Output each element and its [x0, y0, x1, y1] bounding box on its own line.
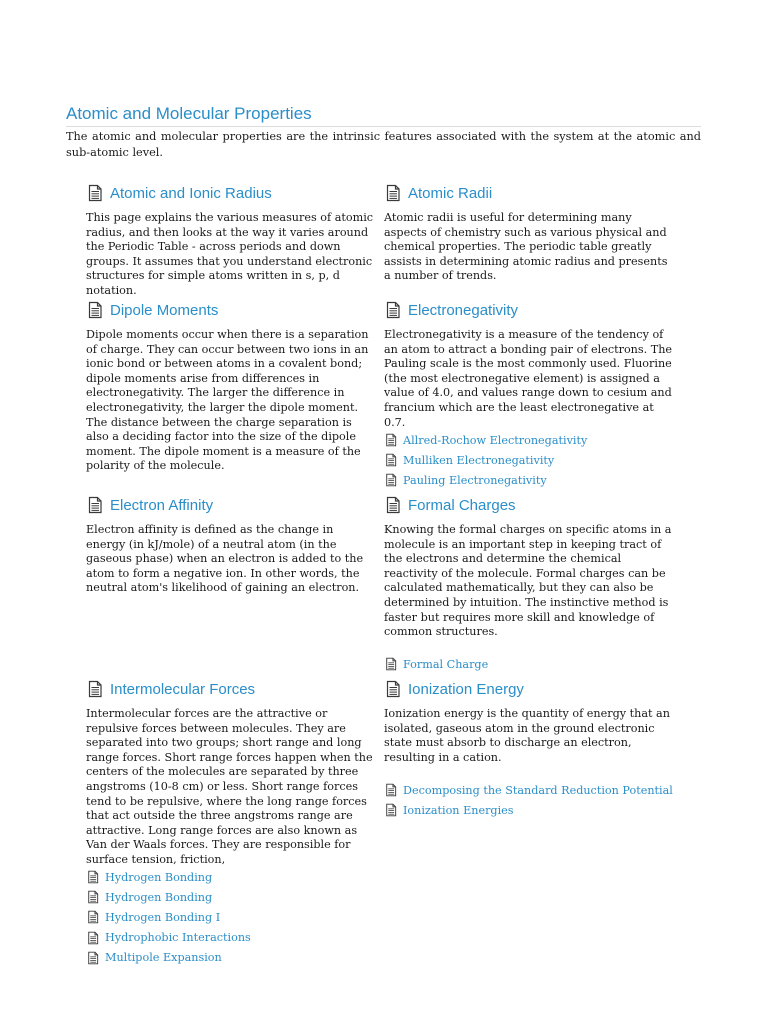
section-title-link[interactable]: Intermolecular Forces: [110, 680, 256, 698]
document-icon: [86, 931, 100, 945]
section-description: This page explains the various measures of atomic radius, and then looks at the way it varies around the Periodic Table - across periods and down groups. It assumes that you understand electronic structures for simple atoms written in s, p, d notation.: [86, 211, 374, 297]
section-description: Ionization energy is the quantity of energy that an isolated, gaseous atom in the ground electronic state must absorb to discharge an electron, resulting in a cation.: [384, 707, 670, 764]
section-title-link[interactable]: Dipole Moments: [110, 301, 219, 319]
document-icon: [86, 301, 104, 319]
document-icon: [384, 657, 398, 671]
document-icon: [384, 783, 398, 797]
list-item: [384, 430, 684, 450]
related-link[interactable]: Hydrogen Bonding: [105, 870, 213, 884]
related-link[interactable]: Hydrogen Bonding: [105, 890, 213, 904]
document-icon: [86, 870, 100, 884]
section-formal-charges: [384, 495, 674, 640]
document-icon: [86, 680, 104, 698]
list-item: [86, 928, 386, 948]
section-description: Atomic radii is useful for determining many aspects of chemistry such as various physical and chemical properties. The periodic table greatly assists in determining atomic radius and presents a number of trends.: [384, 211, 668, 283]
related-link[interactable]: Ionization Energies: [403, 803, 514, 817]
page-intro: The atomic and molecular properties are the intrinsic features associated with the system at the atomic and sub-atomic level.: [66, 130, 701, 159]
document-icon: [86, 951, 100, 965]
document-icon: [384, 496, 402, 514]
section-atomic-ionic-radius: [86, 183, 376, 299]
section-title-link[interactable]: Electronegativity: [408, 301, 519, 319]
section-description: Electron affinity is defined as the change in energy (in kJ/mole) of a neutral atom (in the gaseous phase) when an electron is added to the atom to form a negative ion. In other words, the neutral atom's likelihood of gaining an electron.: [86, 523, 364, 595]
section-description: Knowing the formal charges on specific atoms in a molecule is an important step in keeping tract of the electrons and determine the chemical reactivity of the molecule. Formal charges can be calculated mathematically, but they can also be determined by intuition. The instinctive method is faster but requires more skill and knowledge of common structures.: [384, 523, 672, 639]
section-electronegativity: [384, 300, 674, 430]
intermolecular-forces-links: [86, 867, 386, 968]
related-link[interactable]: Allred-Rochow Electronegativity: [403, 433, 588, 447]
list-item: [86, 948, 386, 968]
section-description: Intermolecular forces are the attractive or repulsive forces between molecules. They are separated into two groups; short range and long range forces. Short range forces happen when the centers of the molecules are separated by three angstroms (10-8 cm) or less. Short range forces tend to be repulsive, where the long range forces that act outside the three angstroms range are attractive. Long range forces are also known as Van der Waals forces. They are responsible for surface tension, friction,: [86, 707, 373, 866]
document-icon: [384, 184, 402, 202]
section-title-link[interactable]: Atomic Radii: [408, 184, 493, 202]
list-item: [86, 887, 386, 907]
document-icon: [86, 890, 100, 904]
related-link[interactable]: Decomposing the Standard Reduction Potential: [403, 783, 673, 797]
document-icon: [384, 301, 402, 319]
list-item: [384, 450, 684, 470]
ionization-energy-links: [384, 780, 684, 820]
document-icon: [384, 803, 398, 817]
list-item: [384, 654, 684, 674]
related-link[interactable]: Hydrogen Bonding I: [105, 910, 221, 924]
section-description: Dipole moments occur when there is a separation of charge. They can occur between two ions in an ionic bond or between atoms in a covalent bond; dipole moments arise from differences in electronegativity. The larger the difference in electronegativity, the larger the dipole moment. The distance between the charge separation is also a deciding factor into the size of the dipole moment. The dipole moment is a measure of the polarity of the molecule.: [86, 328, 369, 473]
section-description: Electronegativity is a measure of the tendency of an atom to attract a bonding pair of electrons. The Pauling scale is the most commonly used. Fluorine (the most electronegative element) is assigned a value of 4.0, and values range down to cesium and francium which are the least electronegative at 0.7.: [384, 328, 673, 429]
section-atomic-radii: [384, 183, 674, 284]
electronegativity-links: [384, 430, 684, 491]
related-link[interactable]: Pauling Electronegativity: [403, 473, 547, 487]
document-icon: [384, 453, 398, 467]
related-link[interactable]: Formal Charge: [403, 657, 489, 671]
section-ionization-energy: [384, 679, 674, 765]
document-icon: [86, 184, 104, 202]
section-electron-affinity: [86, 495, 376, 596]
document-icon: [86, 496, 104, 514]
section-title-link[interactable]: Ionization Energy: [408, 680, 524, 698]
section-title-link[interactable]: Atomic and Ionic Radius: [110, 184, 272, 202]
section-title-link[interactable]: Formal Charges: [408, 496, 516, 514]
document-icon: [384, 473, 398, 487]
list-item: [86, 907, 386, 927]
page-title: Atomic and Molecular Properties: [66, 104, 701, 127]
document-icon: [384, 433, 398, 447]
related-link[interactable]: Multipole Expansion: [105, 951, 222, 965]
list-item: [384, 470, 684, 490]
section-intermolecular-forces: [86, 679, 376, 868]
list-item: [86, 867, 386, 887]
list-item: [384, 800, 684, 820]
section-dipole-moments: [86, 300, 376, 474]
document-icon: [384, 680, 402, 698]
section-title-link[interactable]: Electron Affinity: [110, 496, 214, 514]
related-link[interactable]: Mulliken Electronegativity: [403, 453, 555, 467]
list-item: [384, 780, 684, 800]
document-icon: [86, 910, 100, 924]
related-link[interactable]: Hydrophobic Interactions: [105, 931, 251, 945]
formal-charges-links: [384, 654, 684, 674]
